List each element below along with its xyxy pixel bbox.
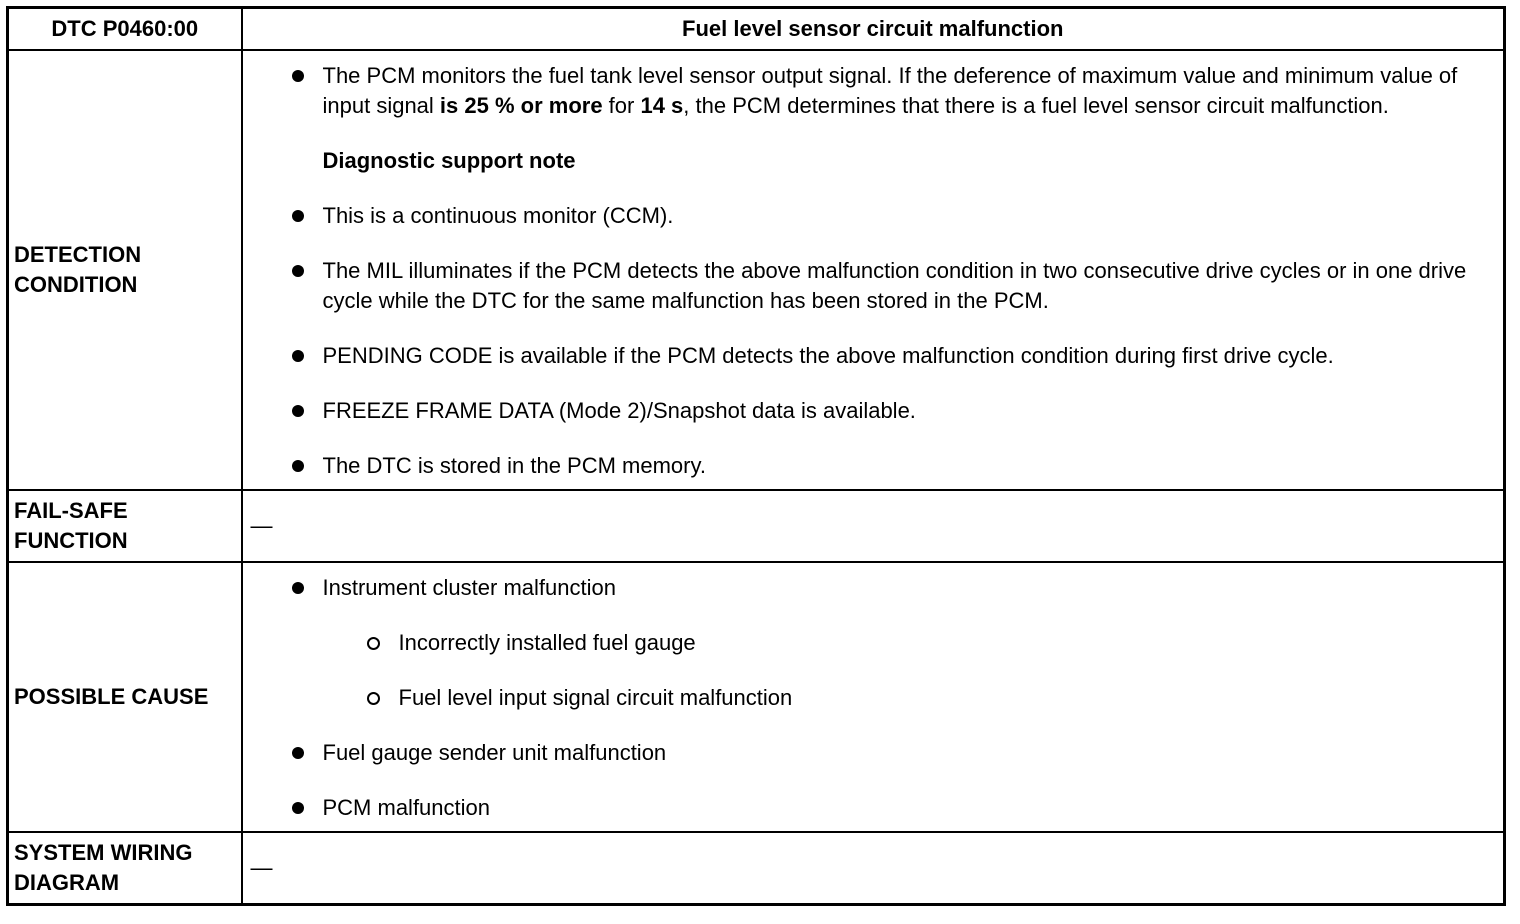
detection-label	[8, 50, 242, 490]
dtc-title: Fuel level sensor circuit malfunction	[242, 8, 1505, 51]
hollow-bullet-icon	[367, 692, 380, 705]
item-text: Fuel gauge sender unit malfunction	[322, 740, 667, 765]
dtc-code: DTC P0460:00	[8, 8, 242, 51]
sub-item-text: Fuel level input signal circuit malfunction	[398, 685, 793, 710]
wiring-row	[8, 832, 1505, 904]
list-item	[291, 396, 1504, 426]
item-text: The MIL illuminates if the PCM detects the above malfunction condition in two consecutive drive cycles or in one drive cycle while the DTC for the same malfunction has been stored in the PCM.	[322, 258, 1467, 313]
failsafe-value: —	[242, 490, 1505, 562]
detection-label-line2: CONDITION	[14, 272, 138, 297]
list-item	[291, 451, 1504, 481]
list-item	[291, 61, 1504, 121]
bullet-icon	[292, 350, 304, 362]
detection-label-line1: DETECTION	[14, 242, 142, 267]
bullet-icon	[292, 265, 304, 277]
bullet-icon	[292, 405, 304, 417]
failsafe-label	[8, 490, 242, 562]
wiring-label-line1: SYSTEM WIRING	[14, 839, 193, 865]
bullet-icon	[292, 70, 304, 82]
hollow-bullet-icon	[367, 637, 380, 650]
list-item	[291, 256, 1504, 316]
dtc-table	[6, 6, 1506, 906]
diagnostic-note-title: Diagnostic support note	[322, 148, 576, 173]
failsafe-label-line1: FAIL-SAFE	[14, 498, 128, 523]
item-text: This is a continuous monitor (CCM).	[322, 203, 674, 228]
list-item	[291, 573, 1504, 603]
bullet-icon	[292, 582, 304, 594]
wiring-label-line2: DIAGRAM	[14, 869, 120, 895]
wiring-value: —	[242, 832, 1505, 904]
header-row	[8, 8, 1505, 51]
detection-content	[242, 50, 1505, 490]
list-item	[291, 738, 1504, 768]
failsafe-label-line2: FUNCTION	[14, 528, 128, 553]
wiring-label	[8, 832, 242, 904]
cause-row	[8, 562, 1505, 832]
sub-list-item	[291, 628, 1504, 658]
bullet-icon	[292, 747, 304, 759]
item-text: PCM malfunction	[322, 795, 491, 820]
failsafe-row	[8, 490, 1505, 562]
item-text: PENDING CODE is available if the PCM detects the above malfunction condition during first drive cycle.	[322, 343, 1334, 368]
cause-label: POSSIBLE CAUSE	[8, 562, 242, 832]
list-item	[291, 341, 1504, 371]
sub-item-text: Incorrectly installed fuel gauge	[398, 630, 696, 655]
detection-row	[8, 50, 1505, 490]
p1-text-b: is 25 % or more	[439, 93, 603, 118]
sub-list-item	[291, 683, 1504, 713]
bullet-icon	[292, 210, 304, 222]
list-item	[291, 201, 1504, 231]
item-text: Instrument cluster malfunction	[322, 575, 616, 600]
bullet-icon	[292, 460, 304, 472]
p1-text-e: , the PCM determines that there is a fuel level sensor circuit malfunction.	[683, 93, 1389, 118]
item-text: The DTC is stored in the PCM memory.	[322, 453, 706, 478]
bullet-icon	[292, 802, 304, 814]
p1-text-a: The PCM monitors the fuel tank level sensor output signal. If the deference of maximum value and minimum value of input signal	[322, 63, 1458, 118]
p1-text-d: 14 s	[640, 93, 684, 118]
p1-text-c: for	[602, 93, 641, 118]
list-item	[291, 793, 1504, 823]
cause-content	[242, 562, 1505, 832]
item-text: FREEZE FRAME DATA (Mode 2)/Snapshot data is available.	[322, 398, 916, 423]
